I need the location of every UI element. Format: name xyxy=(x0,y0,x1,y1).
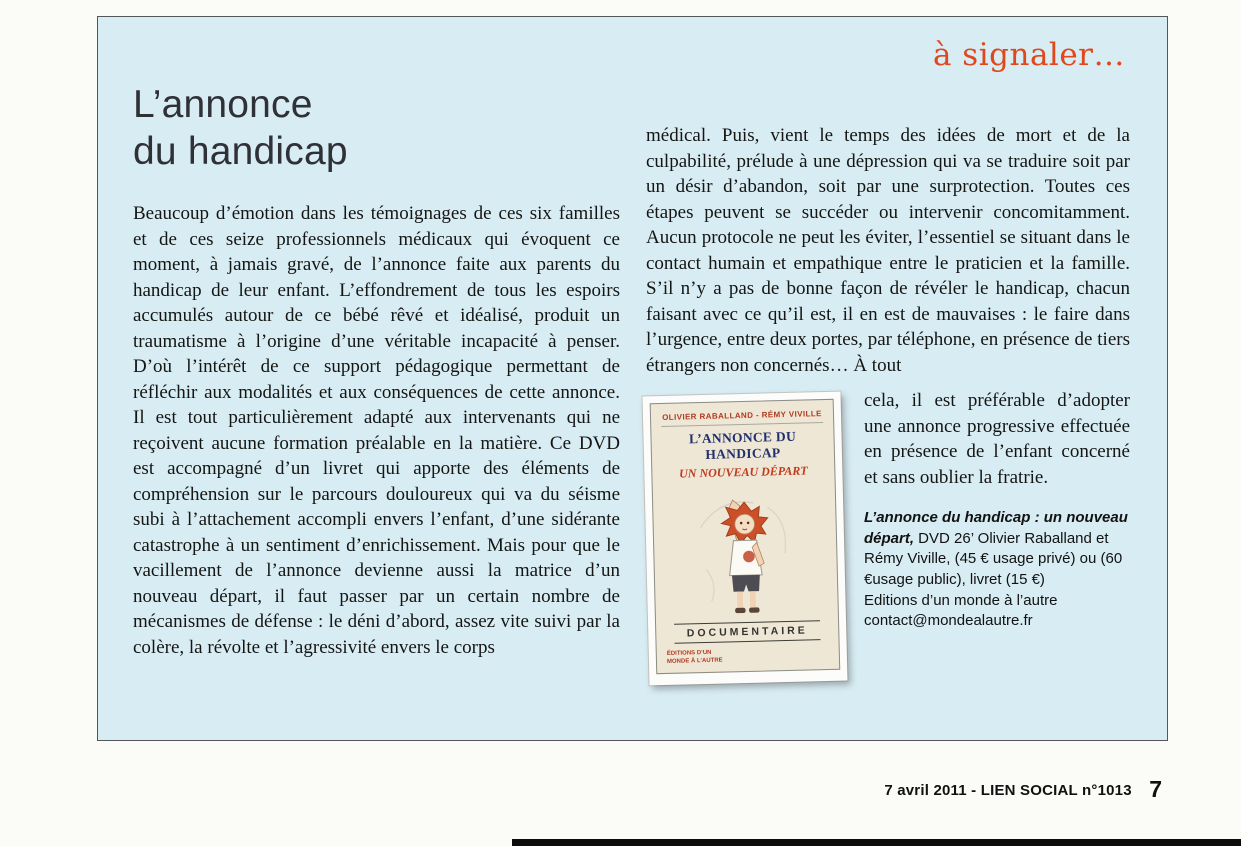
caption-details: DVD 26’ Olivier Raballand et Rémy Viville, (45 € usage privé) ou (60 €usage public), livret (15 €) xyxy=(864,529,1123,589)
dvd-cover xyxy=(650,399,841,674)
article-right-column-text-beside-image: cela, il est préférable d’adopter une annonce progressive effectuée en présence de l’enfant concerné et sans oublier la fratrie. xyxy=(864,390,1130,488)
dvd-caption xyxy=(864,508,1130,632)
girl-illustration-icon xyxy=(684,486,807,619)
page-footer xyxy=(884,776,1162,803)
article-right-column-text-top: médical. Puis, vient le temps des idées de mort et de la culpabilité, prélude à une dépression qui va se traduire soit par un désir d’abandon, soit par une surprotection. Toutes ces étapes peuvent se succéder ou intervenir concomitamment. Aucun protocole ne peut les éviter, l’essentiel se situant dans le contact humain et empathique entre le praticien et la famille. S’il n’y a pas de bonne façon de révéler le handicap, chacun faisant avec ce qu’il est, il en est de mauvaises : le faire dans l’urgence, entre deux portes, par téléphone, en présence de tiers étrangers non concernés… À tout xyxy=(646,125,1130,376)
article-left-column-text: Beaucoup d’émotion dans les témoignages de ces six familles et de ces seize professionnels médicaux qui évoquent ce moment, à jamais gravé, de l’annonce faite aux parents du handicap de leur enfant. L’effondrement de tous les espoirs accumulés autour de ce bébé rêvé et idéalisé, produit un traumatisme à l’origine d’une véritable incapacité à penser. D’où l’intérêt de ce support pédagogique permettant de réfléchir aux modalités et aux conséquences de cette annonce. Il est tout particulièrement adapté aux intervenants qui ne reçoivent aucune formation préalable en la matière. Ce DVD est accompagné d’un livret qui apporte des éléments de compréhension sur le parcours douloureux qui va du séisme subi à l’attachement accompli envers l’enfant, d’une sidérante catastrophe à un sentiment d’enrichissement. Mais pour que le vacillement de l’annonce devienne aussi la matrice d’un nouveau départ, il faut passer par un certain nombre de mécanismes de défense : le déni d’abord, assez vite suivi par la colère, la révolte et l’agressivité envers le corps xyxy=(133,203,620,658)
caption-title: L’annonce du handicap : un nouveau départ, xyxy=(864,509,1128,547)
article-title-line1: L’annonce xyxy=(133,83,313,126)
article-left-column xyxy=(133,201,620,660)
section-label: à signaler… xyxy=(932,37,1125,73)
footer-page-number: 7 xyxy=(1149,776,1162,802)
article-right-column xyxy=(646,123,1130,687)
caption-contact: contact@mondealautre.fr xyxy=(864,612,1033,630)
footer-issue-info: 7 avril 2011 - LIEN SOCIAL n°1013 xyxy=(884,782,1132,799)
caption-publisher: Editions d’un monde à l’autre xyxy=(864,591,1058,609)
article-title-line2: du handicap xyxy=(133,130,348,173)
dvd-cover-photo xyxy=(642,392,847,686)
dvd-subtitle: UN NOUVEAU DÉPART xyxy=(678,463,808,481)
article-panel xyxy=(97,16,1168,741)
dvd-publisher-logo: ÉDITIONS D’UN MONDE À L’AUTRE xyxy=(666,649,723,665)
dvd-title: L’ANNONCE DU HANDICAP xyxy=(688,428,797,462)
media-row xyxy=(646,388,1130,687)
dvd-illustration xyxy=(684,486,807,619)
article-title xyxy=(133,81,348,175)
dvd-authors: OLIVIER RABALLAND - RÉMY VIVILLE xyxy=(661,409,823,427)
scan-edge-artifact xyxy=(512,839,1241,846)
dvd-genre-label: DOCUMENTAIRE xyxy=(674,620,821,644)
